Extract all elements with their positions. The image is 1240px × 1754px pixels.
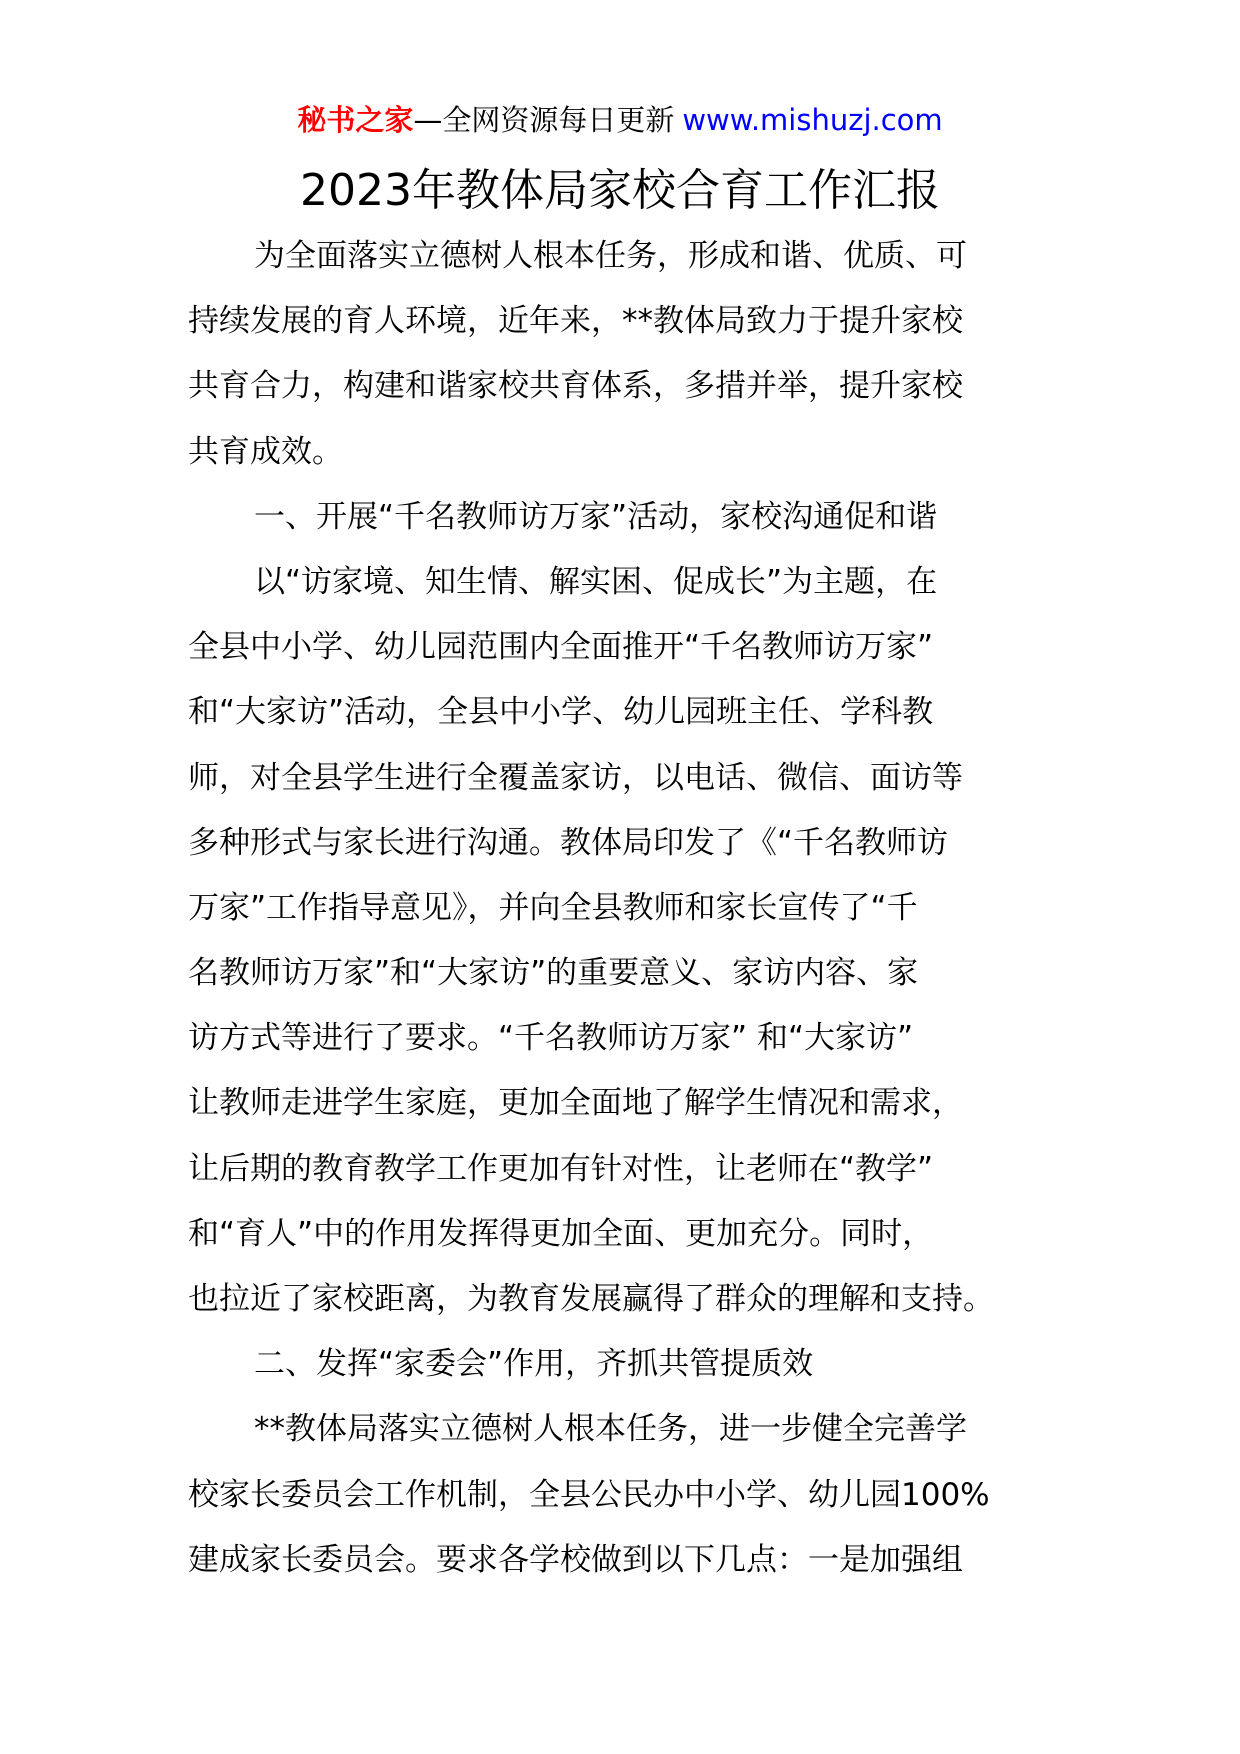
paragraph-line: 共育成效。: [188, 433, 343, 470]
paragraph-line: 为全面落实立德树人根本任务，形成和谐、优质、可: [254, 238, 967, 274]
paragraph-line: 校家长委员会工作机制，全县公民办中小学、幼儿园100%: [188, 1476, 990, 1513]
paragraph-line: 名教师访万家”和“大家访”的重要意义、家访内容、家: [188, 955, 919, 992]
brand-name: 秘书之家: [297, 103, 414, 137]
paragraph-line: 访方式等进行了要求。“千名教师访万家” 和“大家访”: [188, 1020, 914, 1057]
header-slogan: —全网资源每日更新: [413, 103, 675, 137]
section-heading-1: 一、开展“千名教师访万家”活动，家校沟通促和谐: [254, 498, 938, 535]
paragraph-line: 师，对全县学生进行全覆盖家访，以电话、微信、面访等: [188, 759, 963, 796]
document-title: 2023年教体局家校合育工作汇报: [300, 165, 940, 216]
site-header: [0, 100, 1240, 140]
paragraph-line: 万家”工作指导意见》，并向全县教师和家长宣传了“千: [188, 889, 918, 926]
paragraph-line: 也拉近了家校距离，为教育发展赢得了群众的理解和支持。: [188, 1281, 994, 1317]
paragraph-line: 和“大家访”活动，全县中小学、幼儿园班主任、学科教: [188, 694, 934, 731]
paragraph-line: 共育合力，构建和谐家校共育体系，多措并举，提升家校: [188, 368, 963, 405]
paragraph-line: 全县中小学、幼儿园范围内全面推开“千名教师访万家”: [188, 629, 934, 666]
paragraph-line: 和“育人”中的作用发挥得更加全面、更加充分。同时，: [188, 1215, 934, 1252]
paragraph-line: 让教师走进学生家庭，更加全面地了解学生情况和需求，: [188, 1085, 963, 1122]
document-body: [188, 224, 1048, 1593]
paragraph-line: 以“访家境、知生情、解实困、促成长”为主题，在: [254, 563, 938, 600]
paragraph-line: **教体局落实立德树人根本任务，进一步健全完善学: [254, 1411, 967, 1448]
paragraph-line: 建成家长委员会。要求各学校做到以下几点：一是加强组: [188, 1541, 963, 1578]
paragraph-line: 多种形式与家长进行沟通。教体局印发了《“千名教师访: [188, 824, 949, 861]
paragraph-line: 让后期的教育教学工作更加有针对性，让老师在“教学”: [188, 1150, 934, 1187]
section-heading-2: 二、发挥“家委会”作用，齐抓共管提质效: [254, 1346, 814, 1383]
site-url-link[interactable]: www.mishuzj.com: [682, 103, 943, 137]
paragraph-line: 持续发展的育人环境，近年来，**教体局致力于提升家校: [188, 303, 963, 340]
